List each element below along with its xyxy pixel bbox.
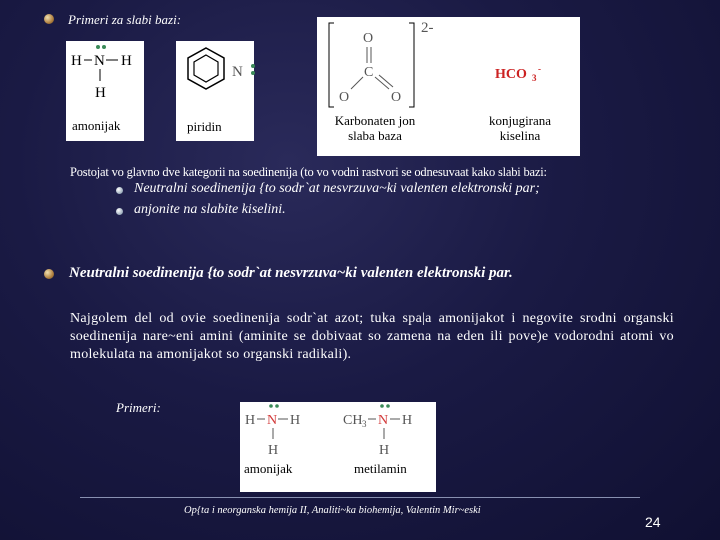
carbonate-label-line1: Karbonaten jon [334, 113, 416, 128]
category-bullet-icon [116, 187, 123, 194]
svg-text:H: H [71, 53, 82, 69]
category-item-2: anjonite na slabite kiselini. [134, 202, 286, 217]
svg-text:HCO: HCO [495, 67, 527, 82]
example-methylamine-label: metilamin [354, 461, 407, 476]
category-item-1: Neutralni soedinenija {to sodr`at nesvrzuva~ki valenten elektronski par; [134, 181, 540, 196]
footer-divider [80, 497, 640, 498]
categories-intro: Postojat vo glavno dve kategorii na soedinenija (to vo vodni rastvori se odnesuvaat kako slabi bazi: [70, 165, 547, 179]
carbonate-label-line2: slaba baza [348, 128, 402, 143]
svg-text:-: - [538, 64, 541, 74]
pyridine-structure [176, 41, 258, 111]
footer-text: Op{ta i neorganska hemija II, Analiti~ka biohemija, Valentin Mir~eski [184, 505, 481, 516]
conjugate-acid-line2: kiselina [499, 128, 541, 143]
examples-heading: Primeri za slabi bazi: [68, 12, 182, 27]
conjugate-acid-label [470, 113, 570, 143]
svg-text:H: H [290, 413, 301, 428]
svg-text:H: H [379, 443, 390, 458]
section-heading: Neutralni soedinenija {to sodr`at nesvrzuva~ki valenten elektronski par. [69, 265, 513, 281]
pyridine-label: piridin [187, 119, 222, 134]
category-bullet-icon [116, 208, 123, 215]
svg-text:N: N [94, 53, 105, 69]
svg-text:N: N [378, 413, 389, 428]
svg-text:3: 3 [362, 419, 367, 429]
svg-text:H: H [95, 85, 106, 101]
svg-text:H: H [121, 53, 132, 69]
svg-text:N: N [267, 413, 278, 428]
examples-label: Primeri: [116, 400, 161, 415]
example-ammonia-label: amonijak [244, 461, 293, 476]
svg-text:O: O [339, 90, 350, 105]
svg-text:3: 3 [532, 73, 537, 83]
carbonate-structure [317, 17, 580, 117]
amines-paragraph: Najgolem del od ovie soedinenija sodr`at azot; tuka spa|a amonijakot i negovite srodni organski soedinenija nare~eni amini (aminite se dobivaat so zamena na eden ili pove)e vodorodni atomi vo molekulata na amonijakot so organski radikali). [70, 311, 674, 362]
conjugate-acid-line1: konjugirana [488, 113, 552, 128]
page-number: 24 [645, 514, 661, 530]
ammonia-structure [66, 41, 146, 103]
svg-text:CH: CH [343, 413, 363, 428]
svg-text:H: H [245, 413, 256, 428]
svg-text:O: O [363, 31, 374, 46]
svg-text:N: N [232, 64, 243, 80]
svg-text:O: O [391, 90, 402, 105]
svg-text:H: H [268, 443, 279, 458]
bullet-icon [44, 14, 54, 24]
svg-text:C: C [364, 65, 374, 80]
examples-structures [240, 402, 436, 462]
carbonate-label [325, 113, 425, 143]
ammonia-label: amonijak [72, 118, 121, 133]
svg-text:H: H [402, 413, 413, 428]
carbonate-charge: 2- [421, 20, 434, 36]
bullet-icon [44, 269, 54, 279]
